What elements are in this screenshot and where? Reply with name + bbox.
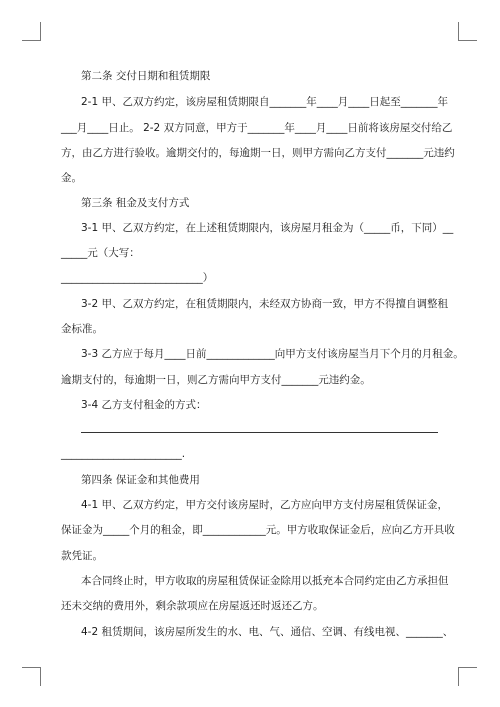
crop-mark-top-right (458, 22, 477, 41)
crop-mark-bottom-left (22, 667, 41, 686)
clause-line: ___月____日止。 2-2 双方同意，甲方于_______年____月____日前将该房屋交付给乙 (61, 122, 453, 134)
clause-line: 3-2 甲、乙双方约定，在租赁期限内，未经双方协商一致，甲方不得擅自调整租 (81, 298, 448, 310)
clause-line: 还未交纳的费用外，剩余款项应在房屋返还时返还乙方。 (61, 600, 324, 612)
clause-line: 3-3 乙方应于每月____日前_____________向甲方支付该房屋当月下个月的月租金。 (81, 348, 464, 360)
clause-line: 本合同终止时，甲方收取的房屋租赁保证金除用以抵充本合同约定由乙方承担但 (81, 575, 449, 587)
clause-line: 2-1 甲、乙双方约定，该房屋租赁期限自_______年____月____日起至_______年 (81, 96, 448, 108)
crop-mark-top-left (22, 22, 41, 41)
clause-line: 金标准。 (61, 323, 103, 335)
clause-line: 逾期支付的，每逾期一日，则乙方需向甲方支付_______元违约金。 (61, 374, 371, 386)
clause-line: 3-4 乙方支付租金的方式： (81, 399, 207, 411)
crop-mark-bottom-right (458, 667, 477, 686)
clause-line: 款凭证。 (61, 550, 103, 562)
fill-in-underline (81, 432, 438, 433)
clause-line: 保证金为_____个月的租金，即____________元。甲方收取保证金后，应向乙方开具收 (61, 524, 455, 536)
clause-line: _____元（大写： (61, 247, 140, 259)
clause-line: 3-1 甲、乙双方约定，在上述租赁期限内，该房屋月租金为（_____币，下同）__ (81, 222, 454, 234)
section-heading-4: 第四条 保证金和其他费用 (81, 474, 200, 486)
clause-line: ___________________________） (61, 272, 214, 284)
clause-line: 方，由乙方进行验收。逾期交付的，每逾期一日，则甲方需向乙方支付_______元违约 (61, 147, 455, 159)
clause-line: 4-1 甲、乙双方约定，甲方交付该房屋时，乙方应向甲方支付房屋租赁保证金， (81, 499, 448, 511)
section-heading-3: 第三条 租金及支付方式 (81, 197, 190, 209)
section-heading-2: 第二条 交付日期和租赁期限 (81, 70, 211, 82)
clause-line: 金。 (61, 172, 82, 184)
clause-line: _______________________. (61, 448, 186, 460)
clause-line: 4-2 租赁期间，该房屋所发生的水、电、气、通信、空调、有线电视、_______、 (81, 626, 454, 638)
